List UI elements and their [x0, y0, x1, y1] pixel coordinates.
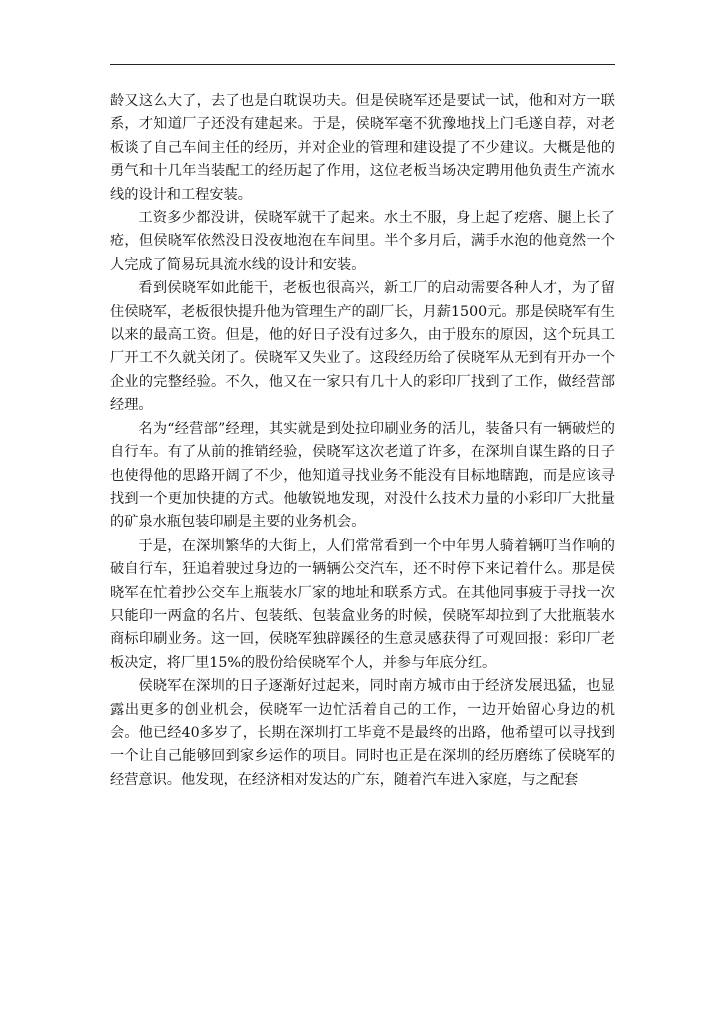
paragraph: 侯晓军在深圳的日子逐渐好过起来，同时南方城市由于经济发展迅猛，也显露出更多的创业机会，侯晓军一边忙活着自己的工作，一边开始留心身边的机会。他已经40多岁了，长期在深圳打工毕竟不是最终的出路，他希望可以寻找到一个让自己能够回到家乡运作的项目。同时也正是在深圳的经历磨练了侯晓军的经营意识。他发现，在经济相对发达的广东，随着汽车进入家庭，与之配套 [110, 678, 615, 788]
paragraph: 看到侯晓军如此能干，老板也很高兴，新工厂的启动需要各种人才，为了留住侯晓军，老板很快提升他为管理生产的副厂长，月薪1500元。那是侯晓军有生以来的最高工资。但是，他的好日子没有过多久，由于股东的原因，这个玩具工厂开工不久就关闭了。侯晓军又失业了。这段经历给了侯晓军从无到有开办一个企业的完整经验。不久，他又在一家只有几十人的彩印厂找到了工作，做经营部经理。 [110, 280, 615, 414]
body-text [110, 90, 615, 792]
paragraph: 名为“经营部”经理，其实就是到处拉印刷业务的活儿，装备只有一辆破烂的自行车。有了从前的推销经验，侯晓军这次老道了许多，在深圳自谋生路的日子也使得他的思路开阔了不少，他知道寻找业务不能没有目标地瞎跑，而是应该寻找到一个更加快捷的方式。他敏锐地发现，对没什么技术力量的小彩印厂大批量的矿泉水瓶包装印刷是主要的业务机会。 [110, 420, 615, 531]
paragraph: 工资多少都没讲，侯晓军就干了起来。水土不服，身上起了疙瘩、腿上长了疮，但侯晓军依然没日没夜地泡在车间里。半个多月后，满手水泡的他竟然一个人完成了简易玩具流水线的设计和安装。 [110, 210, 615, 273]
paragraph: 于是，在深圳繁华的大街上，人们常常看到一个中年男人骑着辆叮当作响的破自行车，狂追着驶过身边的一辆辆公交汽车，还不时停下来记着什么。那是侯晓军在忙着抄公交车上瓶装水厂家的地址和联系方式。在其他同事疲于寻找一次只能印一两盒的名片、包装纸、包装盒业务的时候，侯晓军却拉到了大批瓶装水商标印刷业务。这一回，侯晓军独辟蹊径的生意灵感获得了可观回报：彩印厂老板决定，将厂里15%的股份给侯晓军个人，并参与年底分红。 [110, 537, 615, 671]
paragraph-continuation: 龄又这么大了，去了也是白耽误功夫。但是侯晓军还是要试一试，他和对方一联系，才知道厂子还没有建起来。于是，侯晓军毫不犹豫地找上门毛遂自荐，对老板谈了自己车间主任的经历，并对企业的管理和建设提了不少建议。大概是他的勇气和十几年当装配工的经历起了作用，这位老板当场决定聘用他负责生产流水线的设计和工程安装。 [110, 93, 615, 203]
header-rule [110, 64, 615, 65]
